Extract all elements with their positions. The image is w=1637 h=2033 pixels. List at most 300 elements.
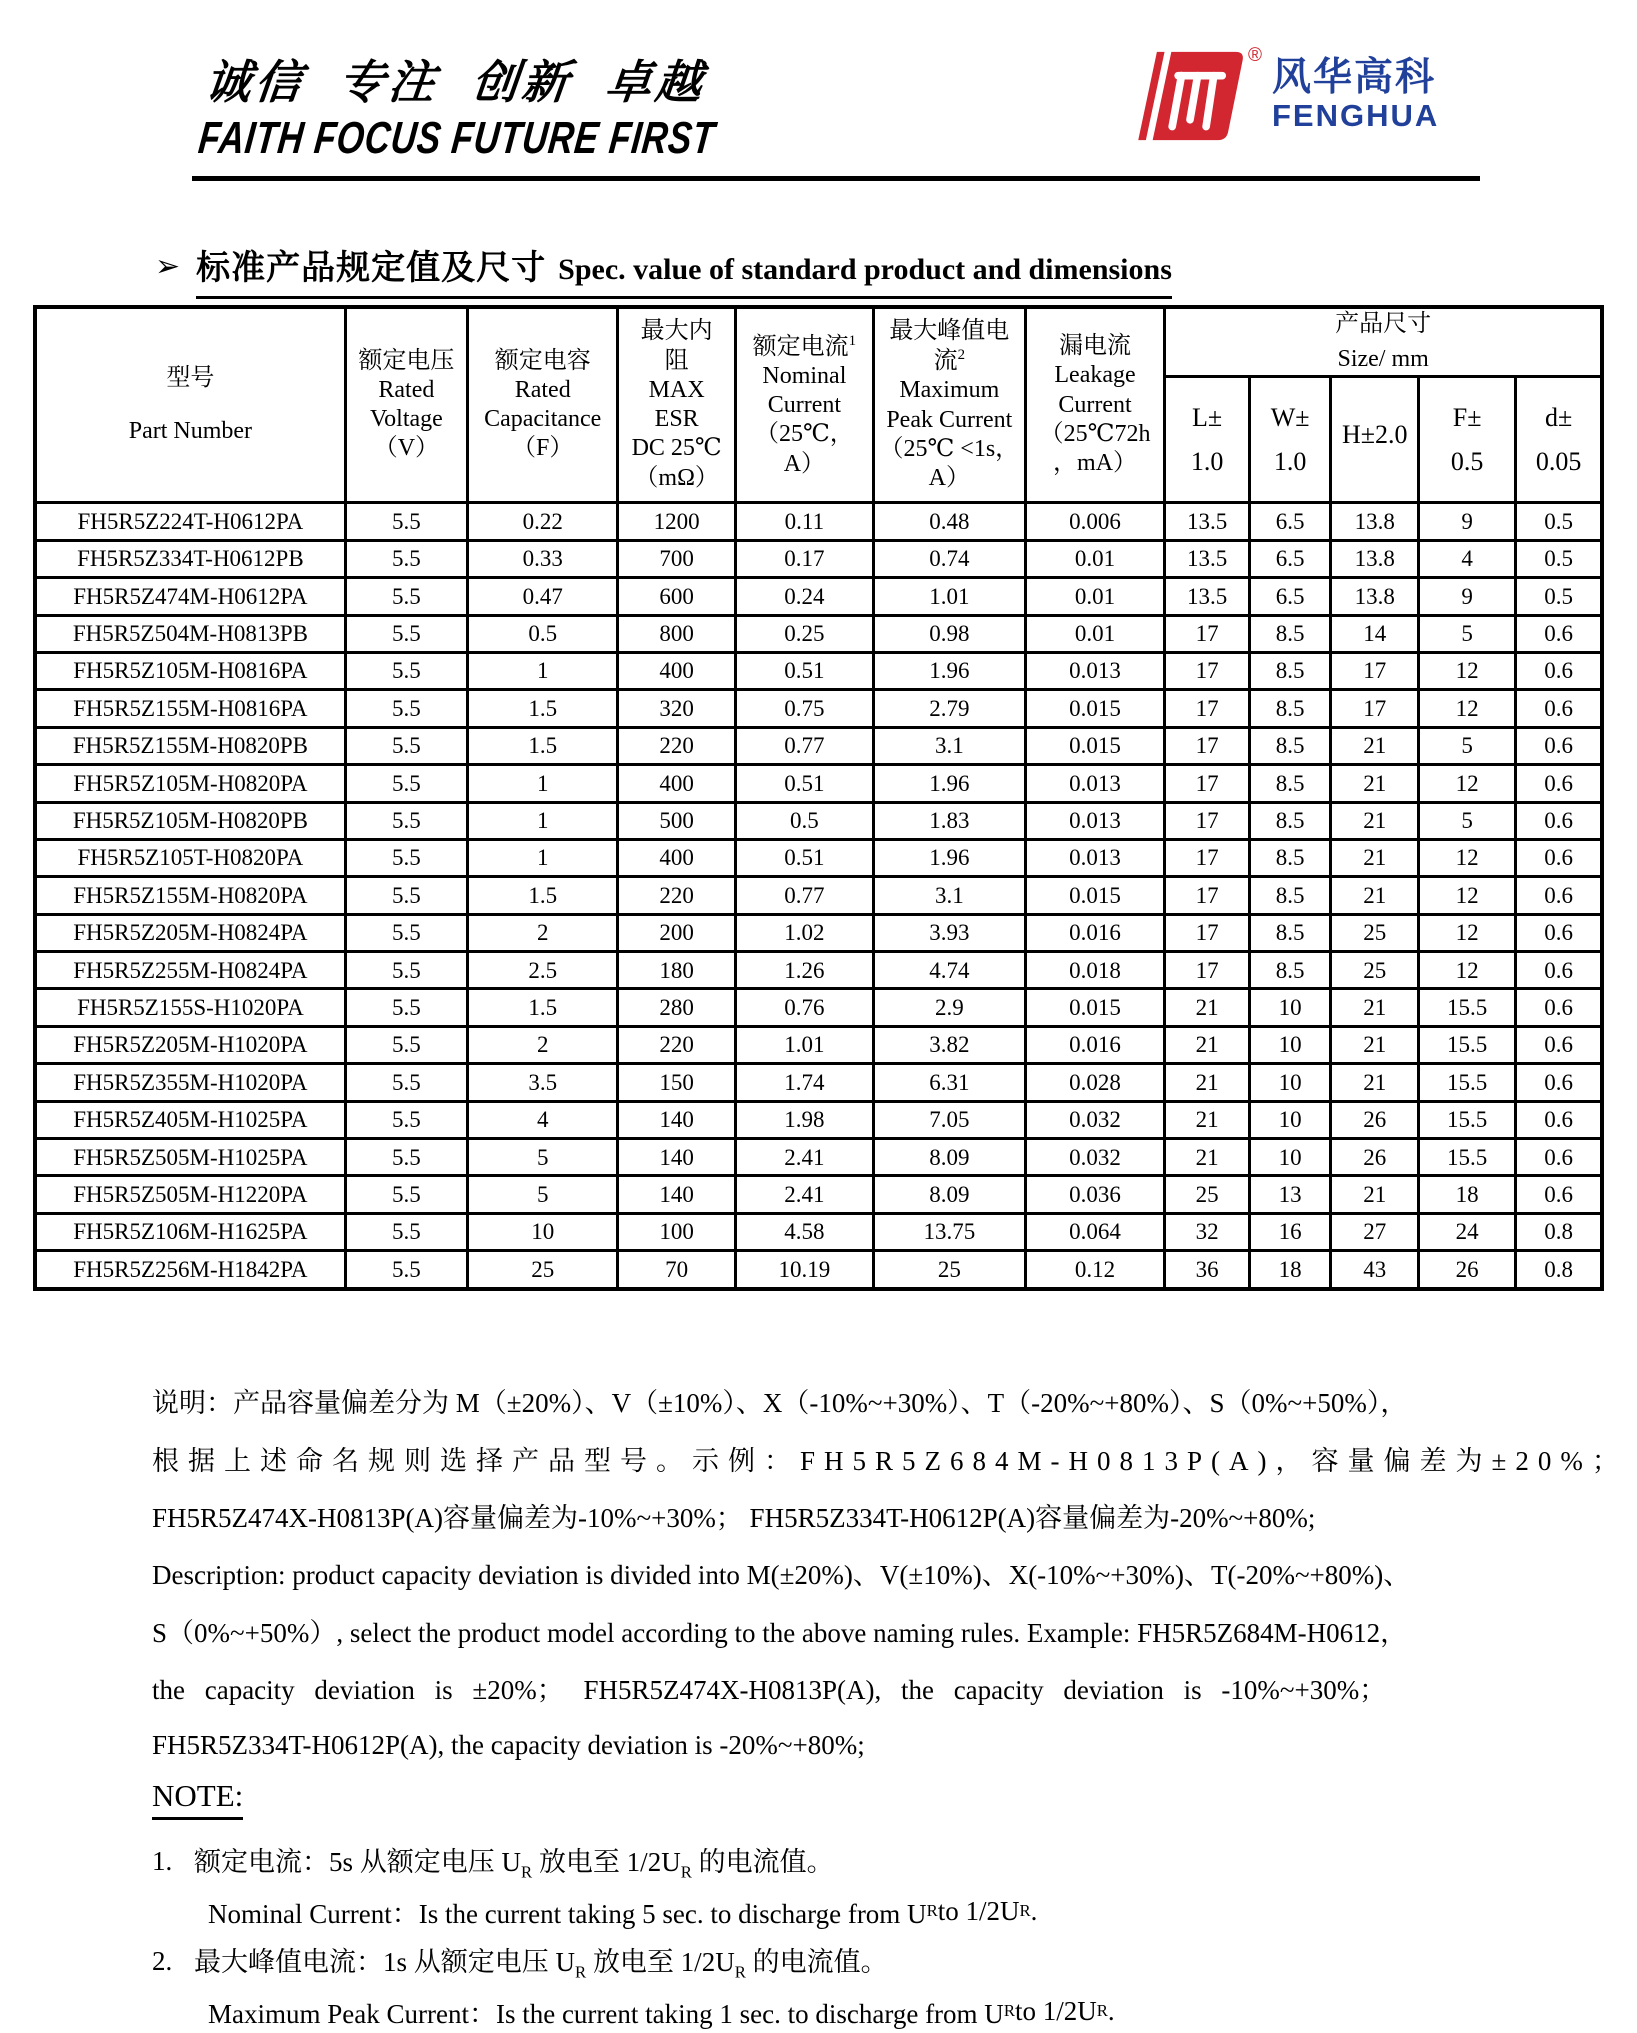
value-cell: 21 xyxy=(1331,989,1419,1026)
value-cell: 0.6 xyxy=(1516,1176,1602,1213)
section-title-zh: 标准产品规定值及尺寸 xyxy=(196,250,547,287)
value-cell: 2.79 xyxy=(873,690,1025,727)
part-number-cell: FH5R5Z155M-H0816PA xyxy=(35,690,345,727)
value-cell: 0.6 xyxy=(1516,615,1602,652)
note-number: 2. xyxy=(152,1945,173,1976)
value-cell: 5 xyxy=(468,1176,618,1213)
value-cell: 1 xyxy=(468,652,618,689)
part-number-cell: FH5R5Z334T-H0612PB xyxy=(35,540,345,577)
value-cell: 21 xyxy=(1331,727,1419,764)
value-cell: 1.5 xyxy=(468,877,618,914)
value-cell: 0.028 xyxy=(1025,1064,1164,1101)
part-number-cell: FH5R5Z405M-H1025PA xyxy=(35,1101,345,1138)
value-cell: 5.5 xyxy=(345,1064,467,1101)
col-header-rated-voltage: 额定电压 Rated Voltage （V） xyxy=(345,307,467,503)
value-cell: 4.74 xyxy=(873,952,1025,989)
table-row xyxy=(35,1026,1602,1063)
value-cell: 0.018 xyxy=(1025,952,1164,989)
value-cell: 0.17 xyxy=(735,540,873,577)
col-header-dim-h: H±2.0 xyxy=(1331,377,1419,503)
value-cell: 0.51 xyxy=(735,765,873,802)
value-cell: 6.5 xyxy=(1249,540,1330,577)
value-cell: 5 xyxy=(1419,802,1516,839)
part-number-cell: FH5R5Z155M-H0820PA xyxy=(35,877,345,914)
value-cell: 1.5 xyxy=(468,727,618,764)
spec-table xyxy=(33,305,1604,1291)
value-cell: 0.48 xyxy=(873,503,1025,540)
table-row xyxy=(35,952,1602,989)
description-line: S（0%~+50%）, select the product model according to the above naming rules. Example: FH5R5Z684M-H0612， xyxy=(152,1617,1408,1648)
value-cell: 1.26 xyxy=(735,952,873,989)
value-cell: 5.5 xyxy=(345,690,467,727)
value-cell: 1.96 xyxy=(873,652,1025,689)
value-cell: 5.5 xyxy=(345,578,467,615)
col-header-dim-l: L± 1.0 xyxy=(1165,377,1250,503)
value-cell: 0.98 xyxy=(873,615,1025,652)
part-number-cell: FH5R5Z205M-H1020PA xyxy=(35,1026,345,1063)
fenghua-m-icon xyxy=(1134,50,1246,142)
table-row xyxy=(35,989,1602,1026)
note-item-2-zh xyxy=(152,1936,1115,1986)
description-line: FH5R5Z334T-H0612P(A), the capacity deviation is -20%~+80%; xyxy=(152,1729,865,1760)
value-cell: 0.6 xyxy=(1516,652,1602,689)
value-cell: 0.33 xyxy=(468,540,618,577)
value-cell: 0.013 xyxy=(1025,839,1164,876)
table-row xyxy=(35,690,1602,727)
value-cell: 21 xyxy=(1165,1026,1250,1063)
value-cell: 8.5 xyxy=(1249,914,1330,951)
note-item-2-en: Maximum Peak Current：Is the current taking 1 sec. to discharge from U R to 1/2U R . xyxy=(208,1995,1115,2029)
value-cell: 0.6 xyxy=(1516,1139,1602,1176)
note-item-1-en: Nominal Current：Is the current taking 5 sec. to discharge from U R to 1/2U R . xyxy=(208,1895,1038,1929)
value-cell: 25 xyxy=(873,1251,1025,1289)
value-cell: 1.98 xyxy=(735,1101,873,1138)
value-cell: 5.5 xyxy=(345,1139,467,1176)
value-cell: 140 xyxy=(618,1101,736,1138)
value-cell: 17 xyxy=(1165,802,1250,839)
part-number-cell: FH5R5Z106M-H1625PA xyxy=(35,1213,345,1250)
value-cell: 2 xyxy=(468,1026,618,1063)
value-cell: 13.5 xyxy=(1165,578,1250,615)
value-cell: 0.015 xyxy=(1025,690,1164,727)
value-cell: 21 xyxy=(1331,839,1419,876)
value-cell: 17 xyxy=(1165,727,1250,764)
col-header-dim-f: F± 0.5 xyxy=(1419,377,1516,503)
value-cell: 0.6 xyxy=(1516,690,1602,727)
value-cell: 400 xyxy=(618,652,736,689)
value-cell: 2.41 xyxy=(735,1139,873,1176)
table-row xyxy=(35,914,1602,951)
value-cell: 1 xyxy=(468,802,618,839)
value-cell: 0.5 xyxy=(1516,540,1602,577)
value-cell: 0.51 xyxy=(735,652,873,689)
value-cell: 1.01 xyxy=(735,1026,873,1063)
value-cell: 0.6 xyxy=(1516,914,1602,951)
section-title-text xyxy=(196,240,1172,299)
part-number-cell: FH5R5Z105M-H0820PA xyxy=(35,765,345,802)
value-cell: 0.6 xyxy=(1516,839,1602,876)
note-heading: NOTE: xyxy=(152,1778,243,1820)
value-cell: 8.5 xyxy=(1249,952,1330,989)
value-cell: 200 xyxy=(618,914,736,951)
value-cell: 3.82 xyxy=(873,1026,1025,1063)
value-cell: 17 xyxy=(1165,765,1250,802)
part-number-cell: FH5R5Z505M-H1025PA xyxy=(35,1139,345,1176)
value-cell: 5.5 xyxy=(345,989,467,1026)
value-cell: 400 xyxy=(618,765,736,802)
value-cell: 18 xyxy=(1419,1176,1516,1213)
value-cell: 43 xyxy=(1331,1251,1419,1289)
value-cell: 17 xyxy=(1165,652,1250,689)
note-item-1-zh xyxy=(152,1836,1115,1886)
spec-table-body xyxy=(35,503,1602,1289)
value-cell: 12 xyxy=(1419,652,1516,689)
part-number-cell: FH5R5Z224T-H0612PA xyxy=(35,503,345,540)
value-cell: 1.5 xyxy=(468,989,618,1026)
value-cell: 5.5 xyxy=(345,1251,467,1289)
value-cell: 0.77 xyxy=(735,877,873,914)
value-cell: 1.96 xyxy=(873,765,1025,802)
value-cell: 5.5 xyxy=(345,914,467,951)
value-cell: 0.015 xyxy=(1025,989,1164,1026)
part-number-cell: FH5R5Z505M-H1220PA xyxy=(35,1176,345,1213)
value-cell: 600 xyxy=(618,578,736,615)
table-row xyxy=(35,1101,1602,1138)
col-header-nominal-current: 额定电流$^1$ Nominal Current （25℃， A） xyxy=(735,307,873,503)
value-cell: 0.75 xyxy=(735,690,873,727)
value-cell: 1.74 xyxy=(735,1064,873,1101)
section-title-en: Spec. value of standard product and dimensions xyxy=(558,253,1172,286)
value-cell: 5.5 xyxy=(345,952,467,989)
value-cell: 0.016 xyxy=(1025,914,1164,951)
value-cell: 5.5 xyxy=(345,503,467,540)
value-cell: 0.006 xyxy=(1025,503,1164,540)
value-cell: 100 xyxy=(618,1213,736,1250)
value-cell: 10 xyxy=(468,1213,618,1250)
value-cell: 36 xyxy=(1165,1251,1250,1289)
value-cell: 17 xyxy=(1165,914,1250,951)
table-row xyxy=(35,877,1602,914)
value-cell: 0.24 xyxy=(735,578,873,615)
value-cell: 5.5 xyxy=(345,765,467,802)
note-section xyxy=(152,1778,1115,2033)
part-number-cell: FH5R5Z355M-H1020PA xyxy=(35,1064,345,1101)
value-cell: 13 xyxy=(1249,1176,1330,1213)
value-cell: 7.05 xyxy=(873,1101,1025,1138)
value-cell: 5 xyxy=(468,1139,618,1176)
value-cell: 13.8 xyxy=(1331,540,1419,577)
value-cell: 1 xyxy=(468,839,618,876)
part-number-cell: FH5R5Z155M-H0820PB xyxy=(35,727,345,764)
table-row xyxy=(35,1251,1602,1289)
value-cell: 0.6 xyxy=(1516,1026,1602,1063)
value-cell: 25 xyxy=(1165,1176,1250,1213)
value-cell: 1.83 xyxy=(873,802,1025,839)
value-cell: 10 xyxy=(1249,989,1330,1026)
value-cell: 5.5 xyxy=(345,615,467,652)
value-cell: 0.76 xyxy=(735,989,873,1026)
value-cell: 500 xyxy=(618,802,736,839)
part-number-cell: FH5R5Z256M-H1842PA xyxy=(35,1251,345,1289)
value-cell: 1.01 xyxy=(873,578,1025,615)
value-cell: 21 xyxy=(1331,802,1419,839)
value-cell: 140 xyxy=(618,1139,736,1176)
value-cell: 12 xyxy=(1419,765,1516,802)
value-cell: 8.09 xyxy=(873,1139,1025,1176)
value-cell: 0.74 xyxy=(873,540,1025,577)
value-cell: 13.8 xyxy=(1331,503,1419,540)
col-header-leakage-current: 漏电流 Leakage Current （25℃72h ，mA） xyxy=(1025,307,1164,503)
table-row xyxy=(35,615,1602,652)
value-cell: 5.5 xyxy=(345,839,467,876)
value-cell: 10.19 xyxy=(735,1251,873,1289)
value-cell: 0.5 xyxy=(468,615,618,652)
value-cell: 2.5 xyxy=(468,952,618,989)
value-cell: 12 xyxy=(1419,839,1516,876)
value-cell: 18 xyxy=(1249,1251,1330,1289)
value-cell: 5 xyxy=(1419,727,1516,764)
value-cell: 21 xyxy=(1331,1026,1419,1063)
header-divider xyxy=(192,176,1480,181)
table-row xyxy=(35,1213,1602,1250)
table-row xyxy=(35,1064,1602,1101)
value-cell: 8.09 xyxy=(873,1176,1025,1213)
slogan-english: FAITH FOCUS FUTURE FIRST xyxy=(196,112,718,163)
note-number: 1. xyxy=(152,1845,173,1876)
value-cell: 17 xyxy=(1165,952,1250,989)
value-cell: 0.01 xyxy=(1025,540,1164,577)
value-cell: 15.5 xyxy=(1419,1139,1516,1176)
value-cell: 220 xyxy=(618,1026,736,1063)
value-cell: 17 xyxy=(1165,839,1250,876)
value-cell: 0.6 xyxy=(1516,989,1602,1026)
value-cell: 0.016 xyxy=(1025,1026,1164,1063)
value-cell: 5.5 xyxy=(345,802,467,839)
value-cell: 0.064 xyxy=(1025,1213,1164,1250)
section-title xyxy=(155,240,1172,299)
part-number-cell: FH5R5Z105M-H0820PB xyxy=(35,802,345,839)
description-line: 说明：产品容量偏差分为 M（±20%）、V（±10%）、X（-10%~+30%）、T（-20%~+80%）、S（0%~+50%）， xyxy=(152,1388,1408,1419)
value-cell: 8.5 xyxy=(1249,802,1330,839)
value-cell: 24 xyxy=(1419,1213,1516,1250)
value-cell: 15.5 xyxy=(1419,989,1516,1026)
description-line: the capacity deviation is ±20%； FH5R5Z474X-H0813P(A), the capacity deviation is -10%~+30%； xyxy=(152,1675,1387,1706)
value-cell: 2.41 xyxy=(735,1176,873,1213)
value-cell: 8.5 xyxy=(1249,877,1330,914)
value-cell: 5.5 xyxy=(345,1213,467,1250)
value-cell: 5.5 xyxy=(345,877,467,914)
value-cell: 0.6 xyxy=(1516,1101,1602,1138)
table-row xyxy=(35,839,1602,876)
fenghua-logo xyxy=(1134,45,1440,142)
description-line: Description: product capacity deviation is divided into M(±20%)、V(±10%)、X(-10%~+30%)、T(-20%~+80%)、 xyxy=(152,1560,1411,1591)
part-number-cell: FH5R5Z255M-H0824PA xyxy=(35,952,345,989)
value-cell: 0.6 xyxy=(1516,765,1602,802)
value-cell: 0.22 xyxy=(468,503,618,540)
value-cell: 10 xyxy=(1249,1064,1330,1101)
table-row xyxy=(35,802,1602,839)
logo-name-en: FENGHUA xyxy=(1272,98,1440,133)
value-cell: 0.013 xyxy=(1025,652,1164,689)
value-cell: 17 xyxy=(1165,690,1250,727)
value-cell: 21 xyxy=(1331,877,1419,914)
value-cell: 0.015 xyxy=(1025,727,1164,764)
value-cell: 9 xyxy=(1419,503,1516,540)
value-cell: 0.77 xyxy=(735,727,873,764)
note-text-zh: 最大峰值电流：1s 从额定电压 $U_R$ 放电至 $1/2U_R$ 的电流值。 xyxy=(194,1946,888,1982)
value-cell: 6.5 xyxy=(1249,503,1330,540)
value-cell: 27 xyxy=(1331,1213,1419,1250)
value-cell: 26 xyxy=(1331,1101,1419,1138)
value-cell: 0.032 xyxy=(1025,1101,1164,1138)
value-cell: 14 xyxy=(1331,615,1419,652)
table-row xyxy=(35,727,1602,764)
value-cell: 5.5 xyxy=(345,727,467,764)
value-cell: 220 xyxy=(618,877,736,914)
value-cell: 8.5 xyxy=(1249,690,1330,727)
value-cell: 280 xyxy=(618,989,736,1026)
part-number-cell: FH5R5Z504M-H0813PB xyxy=(35,615,345,652)
value-cell: 21 xyxy=(1165,989,1250,1026)
part-number-cell: FH5R5Z105T-H0820PA xyxy=(35,839,345,876)
col-header-peak-current: 最大峰值电 流$^2$ Maximum Peak Current （25℃ <1s， A） xyxy=(873,307,1025,503)
value-cell: 0.25 xyxy=(735,615,873,652)
table-row xyxy=(35,652,1602,689)
value-cell: 220 xyxy=(618,727,736,764)
value-cell: 8.5 xyxy=(1249,765,1330,802)
value-cell: 6.5 xyxy=(1249,578,1330,615)
value-cell: 0.6 xyxy=(1516,952,1602,989)
description-block xyxy=(152,1372,1628,1774)
value-cell: 0.5 xyxy=(1516,503,1602,540)
value-cell: 21 xyxy=(1165,1064,1250,1101)
value-cell: 0.032 xyxy=(1025,1139,1164,1176)
value-cell: 25 xyxy=(1331,952,1419,989)
value-cell: 12 xyxy=(1419,690,1516,727)
value-cell: 0.6 xyxy=(1516,1064,1602,1101)
value-cell: 0.01 xyxy=(1025,615,1164,652)
value-cell: 5.5 xyxy=(345,1101,467,1138)
col-header-dim-w: W± 1.0 xyxy=(1249,377,1330,503)
value-cell: 0.036 xyxy=(1025,1176,1164,1213)
table-row xyxy=(35,578,1602,615)
value-cell: 12 xyxy=(1419,877,1516,914)
table-row xyxy=(35,540,1602,577)
value-cell: 17 xyxy=(1165,615,1250,652)
value-cell: 140 xyxy=(618,1176,736,1213)
part-number-cell: FH5R5Z205M-H0824PA xyxy=(35,914,345,951)
value-cell: 3.93 xyxy=(873,914,1025,951)
table-row xyxy=(35,503,1602,540)
value-cell: 0.5 xyxy=(735,802,873,839)
table-row xyxy=(35,1139,1602,1176)
value-cell: 0.12 xyxy=(1025,1251,1164,1289)
part-number-cell: FH5R5Z474M-H0612PA xyxy=(35,578,345,615)
value-cell: 0.01 xyxy=(1025,578,1164,615)
value-cell: 180 xyxy=(618,952,736,989)
value-cell: 2 xyxy=(468,914,618,951)
table-row xyxy=(35,1176,1602,1213)
value-cell: 17 xyxy=(1165,877,1250,914)
value-cell: 5 xyxy=(1419,615,1516,652)
value-cell: 8.5 xyxy=(1249,615,1330,652)
logo-text xyxy=(1272,58,1439,131)
value-cell: 700 xyxy=(618,540,736,577)
logo-name-zh: 风华高科 xyxy=(1272,56,1437,99)
value-cell: 150 xyxy=(618,1064,736,1101)
value-cell: 3.5 xyxy=(468,1064,618,1101)
value-cell: 32 xyxy=(1165,1213,1250,1250)
value-cell: 800 xyxy=(618,615,736,652)
value-cell: 0.8 xyxy=(1516,1213,1602,1250)
table-row xyxy=(35,765,1602,802)
value-cell: 400 xyxy=(618,839,736,876)
col-header-size: 产品尺寸 Size/ mm xyxy=(1165,307,1602,377)
value-cell: 4 xyxy=(1419,540,1516,577)
value-cell: 10 xyxy=(1249,1026,1330,1063)
value-cell: 1 xyxy=(468,765,618,802)
value-cell: 21 xyxy=(1165,1101,1250,1138)
value-cell: 6.31 xyxy=(873,1064,1025,1101)
value-cell: 13.8 xyxy=(1331,578,1419,615)
part-number-cell: FH5R5Z105M-H0816PA xyxy=(35,652,345,689)
value-cell: 1200 xyxy=(618,503,736,540)
value-cell: 0.47 xyxy=(468,578,618,615)
value-cell: 0.8 xyxy=(1516,1251,1602,1289)
value-cell: 16 xyxy=(1249,1213,1330,1250)
value-cell: 8.5 xyxy=(1249,727,1330,764)
value-cell: 15.5 xyxy=(1419,1064,1516,1101)
value-cell: 5.5 xyxy=(345,652,467,689)
col-header-part-number: 型号 Part Number xyxy=(35,307,345,503)
value-cell: 21 xyxy=(1165,1139,1250,1176)
col-header-rated-capacitance: 额定电容 Rated Capacitance （F） xyxy=(468,307,618,503)
value-cell: 8.5 xyxy=(1249,839,1330,876)
value-cell: 2.9 xyxy=(873,989,1025,1026)
value-cell: 1.5 xyxy=(468,690,618,727)
value-cell: 320 xyxy=(618,690,736,727)
value-cell: 0.013 xyxy=(1025,802,1164,839)
slogan-chinese: 诚信 专注 创新 卓越 xyxy=(202,57,709,108)
value-cell: 3.1 xyxy=(873,877,1025,914)
value-cell: 70 xyxy=(618,1251,736,1289)
value-cell: 10 xyxy=(1249,1139,1330,1176)
value-cell: 3.1 xyxy=(873,727,1025,764)
value-cell: 21 xyxy=(1331,1064,1419,1101)
col-header-max-esr: 最大内 阻 MAX ESR DC 25℃ （mΩ） xyxy=(618,307,736,503)
value-cell: 0.013 xyxy=(1025,765,1164,802)
value-cell: 25 xyxy=(468,1251,618,1289)
value-cell: 12 xyxy=(1419,952,1516,989)
value-cell: 15.5 xyxy=(1419,1101,1516,1138)
description-line: FH5R5Z474X-H0813P(A)容量偏差为-10%~+30%； FH5R5Z334T-H0612P(A)容量偏差为-20%~+80%; xyxy=(152,1502,1316,1533)
value-cell: 15.5 xyxy=(1419,1026,1516,1063)
value-cell: 17 xyxy=(1331,690,1419,727)
col-header-dim-d: d± 0.05 xyxy=(1516,377,1602,503)
value-cell: 12 xyxy=(1419,914,1516,951)
value-cell: 21 xyxy=(1331,1176,1419,1213)
note-text-zh: 额定电流：5s 从额定电压 $U_R$ 放电至 $1/2U_R$ 的电流值。 xyxy=(194,1846,834,1882)
value-cell: 5.5 xyxy=(345,1176,467,1213)
value-cell: 0.5 xyxy=(1516,578,1602,615)
value-cell: 9 xyxy=(1419,578,1516,615)
value-cell: 0.6 xyxy=(1516,877,1602,914)
value-cell: 0.6 xyxy=(1516,727,1602,764)
value-cell: 1.02 xyxy=(735,914,873,951)
value-cell: 17 xyxy=(1331,652,1419,689)
value-cell: 4 xyxy=(468,1101,618,1138)
value-cell: 1.96 xyxy=(873,839,1025,876)
